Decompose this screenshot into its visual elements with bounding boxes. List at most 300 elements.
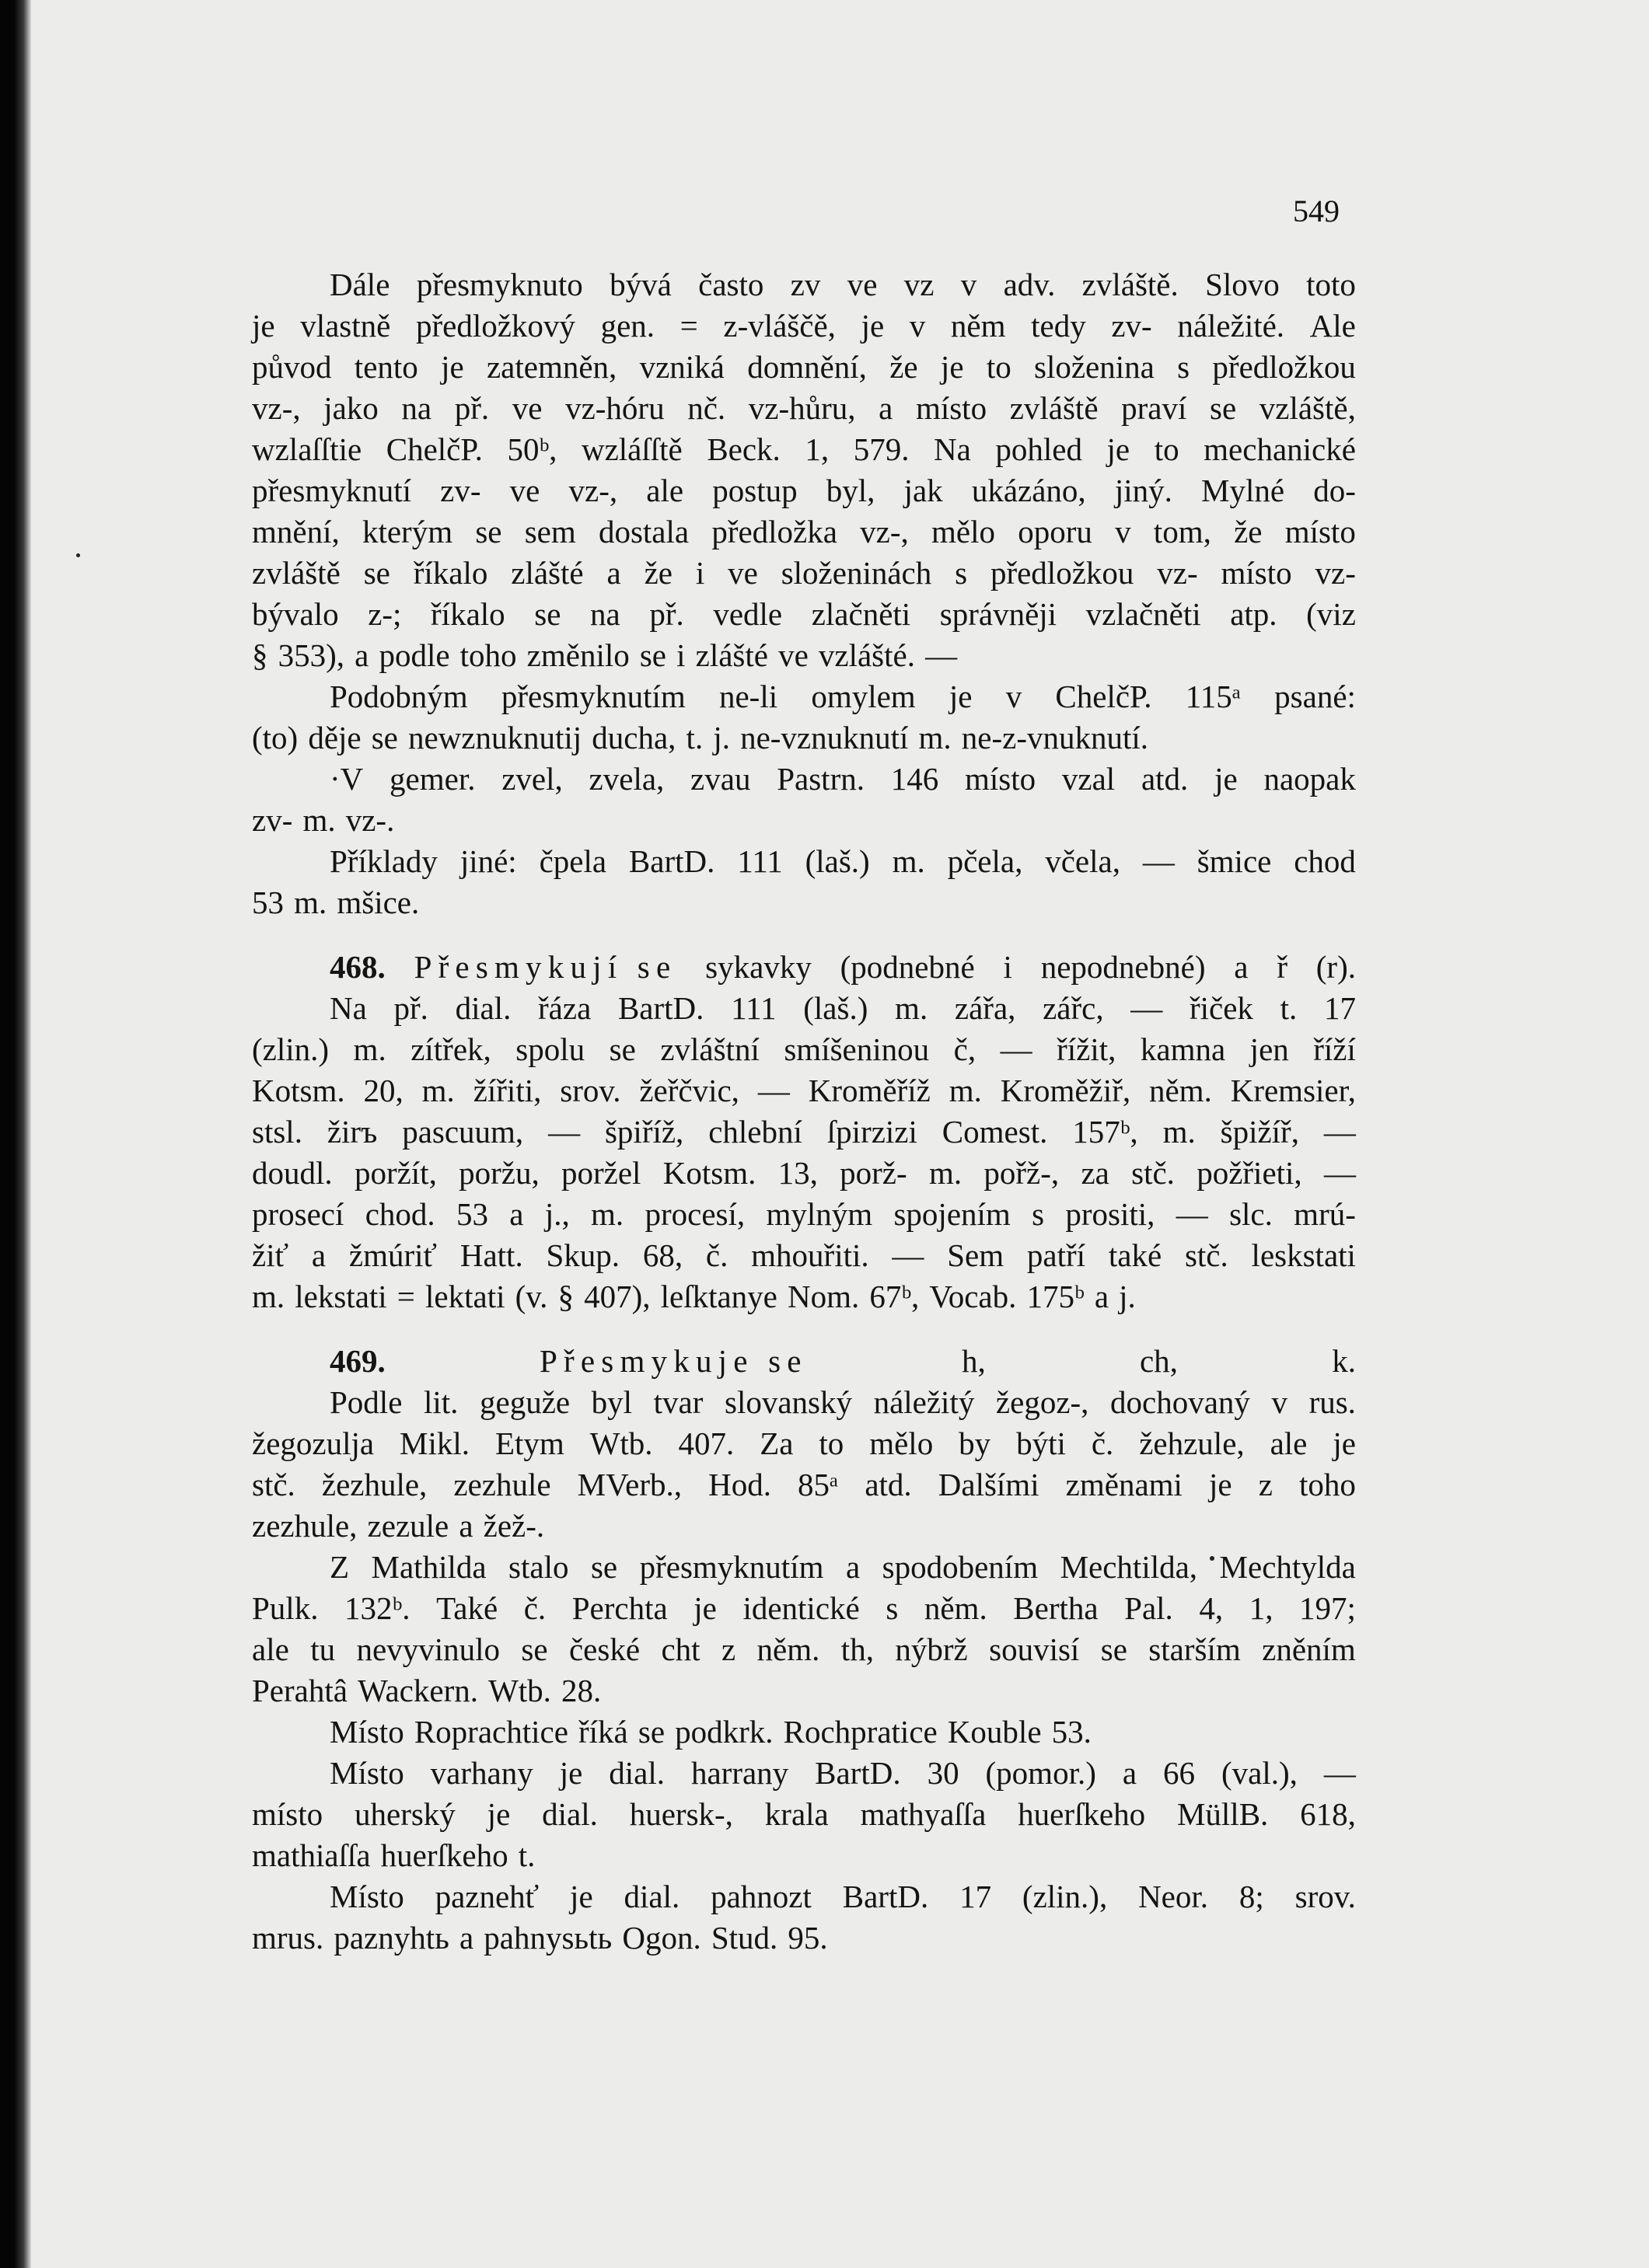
word: paznyhtь <box>334 1920 449 1956</box>
word: oporu <box>1018 514 1092 550</box>
word: Pulk. <box>252 1590 319 1626</box>
word: ř <box>1277 949 1287 985</box>
word: se <box>1210 390 1237 426</box>
word: kterým <box>362 514 453 550</box>
word: kamna <box>1140 1031 1226 1067</box>
word: m. <box>302 802 336 838</box>
word: vzlášté. <box>818 637 915 673</box>
word: v <box>1005 679 1022 714</box>
word: varhany <box>430 1755 533 1791</box>
text-line <box>252 676 1356 717</box>
word: ve <box>509 473 540 508</box>
body-text <box>252 264 1356 1959</box>
word: omylem <box>811 679 916 714</box>
word: je <box>441 349 464 385</box>
word: m. <box>918 720 952 755</box>
word: Místo <box>330 1879 404 1914</box>
word: místo <box>1284 514 1356 550</box>
word: vz-, <box>568 473 618 508</box>
word: zezhule <box>453 1467 551 1502</box>
word: mylným <box>766 1196 873 1232</box>
word: Neor. <box>1138 1879 1209 1914</box>
word: místo <box>1221 555 1292 591</box>
text-line <box>252 388 1356 429</box>
word: složenina <box>1034 349 1155 385</box>
word: zvela, <box>589 761 665 797</box>
word: paznehť <box>435 1879 540 1914</box>
word: žegoz-, <box>995 1384 1089 1420</box>
word: z <box>721 1631 736 1667</box>
word: tedy <box>1031 308 1086 344</box>
word: často <box>698 267 764 302</box>
word: se <box>534 596 561 632</box>
word: př. <box>454 390 490 426</box>
word: za <box>1081 1155 1109 1191</box>
word: vzlačněti <box>1085 596 1201 632</box>
word: včela, <box>1045 843 1120 879</box>
word: pahnysьtь <box>484 1920 613 1956</box>
word: řížit, <box>1057 1031 1116 1067</box>
word: naopak <box>1263 761 1356 797</box>
word: přesmyknuto <box>416 267 583 302</box>
word: (val.), <box>1221 1755 1298 1791</box>
text-line <box>252 947 1356 988</box>
word: 53 <box>456 1196 488 1232</box>
word: mnění, <box>252 514 340 550</box>
word: spolu <box>515 1031 585 1067</box>
word: pořž-, <box>983 1155 1060 1191</box>
text-line <box>252 470 1356 511</box>
word: (podnebné <box>840 949 975 985</box>
word: předložkou <box>1212 349 1356 385</box>
word: 50ᵇ, <box>507 431 557 467</box>
word: Ogon. <box>622 1920 701 1956</box>
word: Místo <box>330 1755 404 1791</box>
section-number: 469. <box>330 1343 386 1379</box>
text-line <box>252 1464 1356 1506</box>
word: ducha, <box>592 720 676 755</box>
word: stč. <box>252 1467 295 1502</box>
word: m. <box>353 1031 386 1067</box>
word: Kroměžiř, <box>1000 1073 1131 1108</box>
word: i <box>1003 949 1012 985</box>
word: 66 <box>1163 1755 1196 1791</box>
word: předložka <box>711 514 837 550</box>
word: toto <box>1306 267 1356 302</box>
word: přesmyknutím <box>501 679 686 714</box>
word: atp. <box>1230 596 1277 632</box>
word: zněním <box>1262 1631 1356 1667</box>
word: nč. <box>687 390 726 426</box>
word: Perahtâ <box>252 1673 348 1708</box>
word: atd. <box>865 1467 912 1502</box>
word: pascuum, <box>402 1114 524 1150</box>
word: říkalo <box>431 596 505 632</box>
word: Mechtilda, <box>1060 1549 1198 1585</box>
word: toho <box>1298 1467 1356 1502</box>
word: jak <box>903 473 943 508</box>
text-line <box>252 759 1356 800</box>
word: 68, <box>642 1237 683 1273</box>
word: podkrk. <box>675 1714 774 1750</box>
word: i <box>695 555 705 591</box>
section-heading: Přesmykuje se <box>540 1343 808 1379</box>
page-number: 549 <box>1293 194 1340 229</box>
word: šmice <box>1197 843 1272 879</box>
word: př. <box>649 596 684 632</box>
word: 618, <box>1300 1796 1356 1832</box>
word: tvar <box>653 1384 704 1420</box>
word: dochovaný <box>1110 1384 1250 1420</box>
word: Mechtylda <box>1219 1549 1356 1585</box>
word: zv- <box>1111 308 1152 344</box>
text-line <box>252 1111 1356 1153</box>
text-line <box>252 1194 1356 1235</box>
word: ChelčP. <box>1055 679 1152 714</box>
word: Kotsm. <box>662 1155 756 1191</box>
text-line <box>252 882 1356 923</box>
word: MüllB. <box>1176 1796 1269 1832</box>
word: § <box>252 637 268 673</box>
word: m. <box>252 1279 285 1314</box>
word: řáza <box>538 990 592 1026</box>
word: chod <box>1294 843 1356 879</box>
word: byl, <box>826 473 875 508</box>
word: Nom. <box>787 1279 860 1314</box>
text-line <box>252 717 1356 759</box>
word: zlášté <box>511 555 584 591</box>
word: Mathilda <box>371 1549 487 1585</box>
word: mělo <box>931 514 995 550</box>
word: spodobením <box>882 1549 1039 1585</box>
word: 53 <box>252 885 284 920</box>
word: děje <box>308 720 362 755</box>
word: vz-hóru <box>565 390 665 426</box>
word: ne-z-vnuknutí. <box>961 720 1149 755</box>
word: 95. <box>788 1920 828 1956</box>
word: předložkový <box>415 308 575 344</box>
word: 30 <box>927 1755 959 1791</box>
word: je <box>1106 431 1130 467</box>
word: 353), <box>278 637 345 673</box>
word: m. <box>949 1073 982 1108</box>
word: dial. <box>609 1755 665 1791</box>
word: 17 <box>959 1879 992 1914</box>
word: změnilo <box>526 637 630 673</box>
word: stč. <box>1184 1237 1228 1273</box>
word: Mylné <box>1201 473 1285 508</box>
word: ve <box>778 637 809 673</box>
word: (to) <box>252 720 299 755</box>
margin-speck <box>76 553 80 557</box>
word: dial. <box>542 1796 598 1832</box>
word: Kouble <box>947 1714 1042 1750</box>
paragraph-gap <box>252 1317 1356 1341</box>
word: Hatt. <box>459 1237 523 1273</box>
word: ·V <box>330 761 364 797</box>
page-spine-shadow <box>14 0 31 2268</box>
word: wzlaſſtie <box>252 431 362 467</box>
word: býti <box>1016 1425 1066 1461</box>
word: gemer. <box>390 761 476 797</box>
word: 17 <box>1323 990 1356 1026</box>
word: slovanský <box>724 1384 852 1420</box>
word: nýbrž <box>895 1631 968 1667</box>
word: MVerb., <box>577 1467 683 1502</box>
word: smíšeninou <box>784 1031 930 1067</box>
word: vzniká <box>639 349 725 385</box>
word: domnění, <box>747 349 867 385</box>
word: Na <box>934 431 971 467</box>
word: je <box>1333 1425 1356 1461</box>
word: Bertha <box>1013 1590 1099 1626</box>
word: — <box>1176 1196 1208 1232</box>
word: ch, <box>1139 1343 1178 1379</box>
word: je <box>693 1590 717 1626</box>
word: harrany <box>690 1755 789 1791</box>
word: BartD. <box>815 1755 901 1791</box>
word: (zlin.), <box>1022 1879 1108 1914</box>
word: náležité. <box>1177 308 1285 344</box>
word: říká <box>578 1714 628 1750</box>
word: (zlin.) <box>252 1031 330 1067</box>
word: j. <box>1119 1279 1136 1314</box>
word: žirъ <box>327 1114 378 1150</box>
word: cht <box>661 1631 700 1667</box>
word: Ale <box>1309 308 1356 344</box>
word: huerſkeho <box>380 1837 508 1873</box>
word: — <box>1323 1155 1356 1191</box>
word: h, <box>961 1343 986 1379</box>
word: (pomor.) <box>985 1755 1096 1791</box>
word: bývalo <box>252 596 339 632</box>
text-line <box>252 1276 1356 1317</box>
section-heading: Přesmykují se <box>414 949 677 985</box>
word: pohled <box>995 431 1082 467</box>
word: s <box>1032 1196 1045 1232</box>
word: 579. <box>853 431 910 467</box>
word: to <box>986 349 1011 385</box>
word: a <box>355 637 369 673</box>
word: s <box>1177 349 1190 385</box>
text-line <box>252 1794 1356 1835</box>
word: se <box>363 555 390 591</box>
word: 407. <box>678 1425 735 1461</box>
word: č. <box>523 1590 547 1626</box>
word: Slovo <box>1205 267 1280 302</box>
word: Kremsier, <box>1230 1073 1356 1108</box>
word: — <box>1130 990 1163 1026</box>
word: poržel <box>561 1155 641 1191</box>
word: Dalšími <box>938 1467 1039 1502</box>
word: k. <box>1332 1343 1356 1379</box>
word: ne-vznuknutí <box>740 720 909 755</box>
word: th, <box>840 1631 874 1667</box>
word: mělo <box>869 1425 934 1461</box>
text-line <box>252 1341 1356 1382</box>
word: geguže <box>480 1384 571 1420</box>
text-line <box>252 429 1356 470</box>
word: m. <box>294 885 327 920</box>
word: 28. <box>561 1673 602 1708</box>
word: Podle <box>330 1384 403 1420</box>
word: (laš.) <box>803 990 868 1026</box>
word: žiť <box>252 1237 289 1273</box>
text-line <box>252 1917 1356 1959</box>
word: Skup. <box>546 1237 620 1273</box>
word: Dále <box>330 267 390 302</box>
word: a <box>459 1920 474 1956</box>
word: č, <box>953 1031 976 1067</box>
word: 175ᵇ <box>1026 1279 1085 1314</box>
word: je <box>940 349 964 385</box>
word: že <box>644 555 673 591</box>
word: i <box>676 637 686 673</box>
word: vlastně <box>300 308 391 344</box>
word: v <box>1271 1384 1287 1420</box>
text-line <box>252 1670 1356 1711</box>
word: s <box>886 1590 899 1626</box>
section-number: 468. <box>330 949 386 985</box>
word: dial. <box>455 990 512 1026</box>
word: souvisí <box>989 1631 1080 1667</box>
word: je <box>487 1796 511 1832</box>
word: je <box>252 308 275 344</box>
word: předložkou <box>990 555 1134 591</box>
word: — <box>892 1237 924 1273</box>
word: z-; <box>368 596 402 632</box>
word: zářa, <box>954 990 1016 1026</box>
word: (viz <box>1306 596 1356 632</box>
word: 4, <box>1199 1590 1224 1626</box>
word: ale <box>252 1631 289 1667</box>
text-line <box>252 1588 1356 1629</box>
word: žež-. <box>483 1508 545 1544</box>
word: t. <box>686 720 704 755</box>
word: složeninách <box>781 555 932 591</box>
word: vz- <box>1315 555 1356 591</box>
word: z <box>1258 1467 1273 1502</box>
word: a <box>459 1508 473 1544</box>
text-line <box>252 988 1356 1029</box>
word: změnami <box>1065 1467 1183 1502</box>
word: ve <box>728 555 758 591</box>
word: zářc, <box>1043 990 1104 1026</box>
word: žehzule, <box>1139 1425 1245 1461</box>
word: je <box>949 679 973 714</box>
word: Perchta <box>571 1590 668 1626</box>
word: m. <box>895 990 928 1026</box>
word: Za <box>760 1425 794 1461</box>
word: ſpirzizi <box>826 1114 917 1150</box>
word: sem <box>524 514 576 550</box>
word: přesmyknutím <box>639 1549 824 1585</box>
word: huersk-, <box>629 1796 733 1832</box>
word: je <box>1214 761 1238 797</box>
word: říží <box>1313 1031 1356 1067</box>
word: srov. <box>1294 1879 1356 1914</box>
word: (laš.) <box>805 843 870 879</box>
word: náležitý <box>873 1384 975 1420</box>
word: Podobným <box>330 679 468 714</box>
word: Také <box>436 1590 498 1626</box>
word: Vocab. <box>929 1279 1017 1314</box>
word: — <box>1323 1114 1356 1150</box>
word: starším <box>1148 1631 1241 1667</box>
word: v <box>960 267 977 302</box>
word: se <box>639 637 666 673</box>
word: že <box>1234 514 1263 550</box>
word: krala <box>764 1796 829 1832</box>
word: jen <box>1249 1031 1289 1067</box>
word: zlačněti <box>811 596 911 632</box>
word: Kotsm. <box>252 1073 345 1108</box>
text-line <box>252 594 1356 635</box>
paragraph-gap <box>252 923 1356 947</box>
word: se <box>521 1631 548 1667</box>
word: s <box>955 555 968 591</box>
word: j. <box>713 720 730 755</box>
word: ale <box>646 473 684 508</box>
word: Z <box>330 1549 350 1585</box>
word: 146 <box>890 761 939 797</box>
word: — <box>925 637 958 673</box>
word: Pal. <box>1124 1590 1173 1626</box>
word: Wackern. <box>358 1673 478 1708</box>
word: 111 <box>731 990 777 1026</box>
word: se <box>590 1549 618 1585</box>
word: tu <box>310 1631 336 1667</box>
word: a <box>1122 1755 1137 1791</box>
word: pčela, <box>947 843 1023 879</box>
word: tom, <box>1153 514 1211 550</box>
word: patří <box>1026 1237 1086 1273</box>
word: m. <box>1162 1114 1196 1150</box>
word: č. <box>705 1237 728 1273</box>
text-line <box>252 264 1356 305</box>
text-line <box>252 511 1356 553</box>
word: 1, <box>805 431 830 467</box>
word: 157ᵇ, <box>1072 1114 1138 1150</box>
word: (v. <box>515 1279 548 1314</box>
word: stč. <box>1131 1155 1175 1191</box>
word: se <box>638 1714 666 1750</box>
word: 132ᵇ. <box>344 1590 411 1626</box>
word: Etym <box>494 1425 564 1461</box>
word: = <box>397 1279 415 1314</box>
word: procesí, <box>645 1196 746 1232</box>
word: Comest. <box>942 1114 1048 1150</box>
word: ne-li <box>718 679 778 714</box>
word: místo <box>965 761 1036 797</box>
word: BartD. <box>617 990 704 1026</box>
word: tento <box>354 349 418 385</box>
book-page <box>14 0 1649 2268</box>
word: žegozulja <box>252 1425 375 1461</box>
text-line <box>252 1382 1356 1423</box>
word: je <box>570 1879 593 1914</box>
word: vzláště, <box>1259 390 1356 426</box>
word: žířiti, <box>473 1073 542 1108</box>
word: ale <box>1270 1425 1308 1461</box>
word: místo <box>252 1796 323 1832</box>
word: Sem <box>947 1237 1004 1273</box>
word: něm. <box>924 1590 987 1626</box>
word: vedle <box>713 596 783 632</box>
word: praví <box>1121 390 1187 426</box>
word: stsl. <box>252 1114 302 1150</box>
word: newznuknutij <box>407 720 582 755</box>
